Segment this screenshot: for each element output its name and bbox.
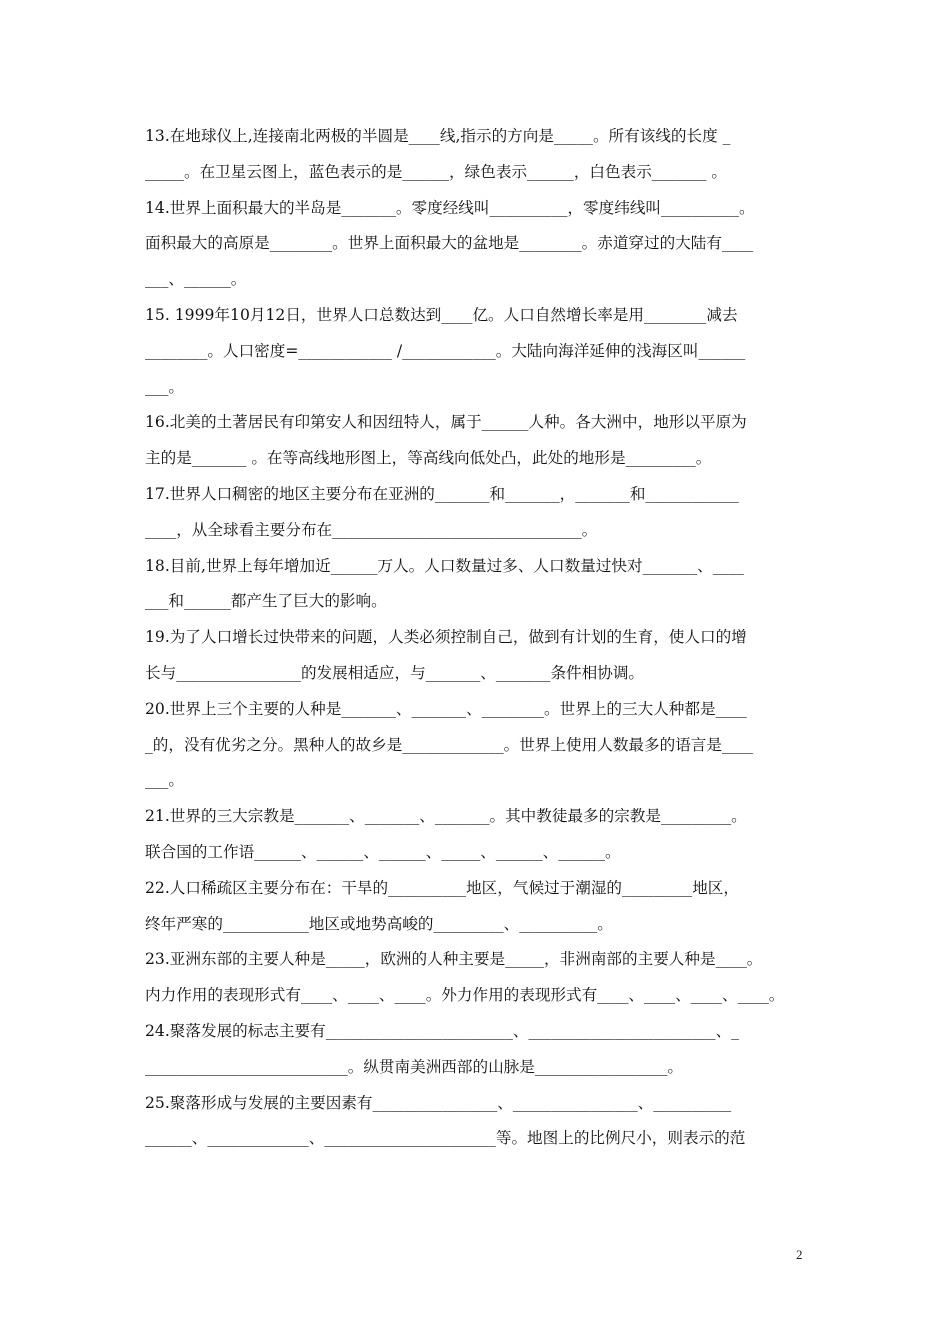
text-line: ___和______都产生了巨大的影响。 (145, 592, 387, 611)
text-line: 14.世界上面积最大的半岛是_______。零度经线叫__________，零度纬线叫__________。 (145, 198, 755, 217)
text-line: 长与________________的发展相适应，与_______、_______条件相协调。 (145, 663, 645, 682)
text-line: 25.聚落形成与发展的主要因素有________________、________________、__________ (145, 1093, 732, 1112)
text-line: 联合国的工作语______、______、______、_____、______、______。 (145, 842, 621, 861)
text-line: ___。 (145, 377, 184, 396)
text-line: 面积最大的高原是________。世界上面积最大的盆地是________。赤道穿过的大陆有____ (145, 234, 754, 253)
text-line: 主的是_______ 。在等高线地形图上，等高线向低处凸，此处的地形是_________。 (145, 449, 712, 468)
text-line: _____。在卫星云图上，蓝色表示的是______，绿色表示______，白色表示_______ 。 (145, 162, 727, 181)
text-line: ________。人口密度=____________ /____________。大陆向海洋延伸的浅海区叫______ (145, 341, 746, 360)
text-line: ___。 (145, 771, 184, 790)
text-line: ______、_____________、______________________等。地图上的比例尺小，则表示的范 (145, 1129, 746, 1148)
text-line: 18.目前,世界上每年增加近______万人。人口数量过多、人口数量过快对_______、____ (145, 556, 744, 575)
text-line: 15. 1999年10月12日，世界人口总数达到____亿。人口自然增长率是用________减去 (145, 305, 738, 324)
text-line: 20.世界上三个主要的人种是_______、_______、________。世界上的三大人种都是____ (145, 699, 747, 718)
text-line: 16.北美的土著居民有印第安人和因纽特人，属于______人种。各大洲中，地形以平原为 (145, 413, 747, 432)
page-number: 2 (796, 1247, 803, 1262)
text-line: 21.世界的三大宗教是_______、_______、_______。其中教徒最多的宗教是_________。 (145, 807, 747, 826)
text-line: 24.聚落发展的标志主要有________________________、________________________、_ (145, 1021, 739, 1040)
text-line: 终年严寒的___________地区或地势高峻的_________、__________。 (145, 914, 613, 933)
text-line: 22.人口稀疏区主要分布在：干旱的__________地区，气候过于潮湿的_________地区， (145, 878, 739, 897)
text-line: ___、______。 (145, 270, 247, 289)
question-text-block (145, 124, 820, 1162)
text-line: 内力作用的表现形式有____、____、____。外力作用的表现形式有____、____、____、____。 (145, 986, 785, 1005)
text-line: _的，没有优劣之分。黑种人的故乡是_____________。世界上使用人数最多的语言是____ (145, 735, 754, 754)
text-line: 17.世界人口稠密的地区主要分布在亚洲的_______和_______，_______和____________ (145, 484, 739, 503)
text-line: __________________________。纵贯南美洲西部的山脉是_________________。 (145, 1057, 683, 1076)
text-line: ____，从全球看主要分布在________________________________。 (145, 520, 598, 539)
text-line: 19.为了人口增长过快带来的问题，人类必须控制自己，做到有计划的生育，使人口的增 (145, 628, 747, 647)
text-line: 13.在地球仪上,连接南北两极的半圆是____线,指示的方向是_____。所有该线的长度 _ (145, 127, 731, 145)
text-line: 23.亚洲东部的主要人种是_____，欧洲的人种主要是_____，非洲南部的主要人种是____。 (145, 950, 763, 969)
